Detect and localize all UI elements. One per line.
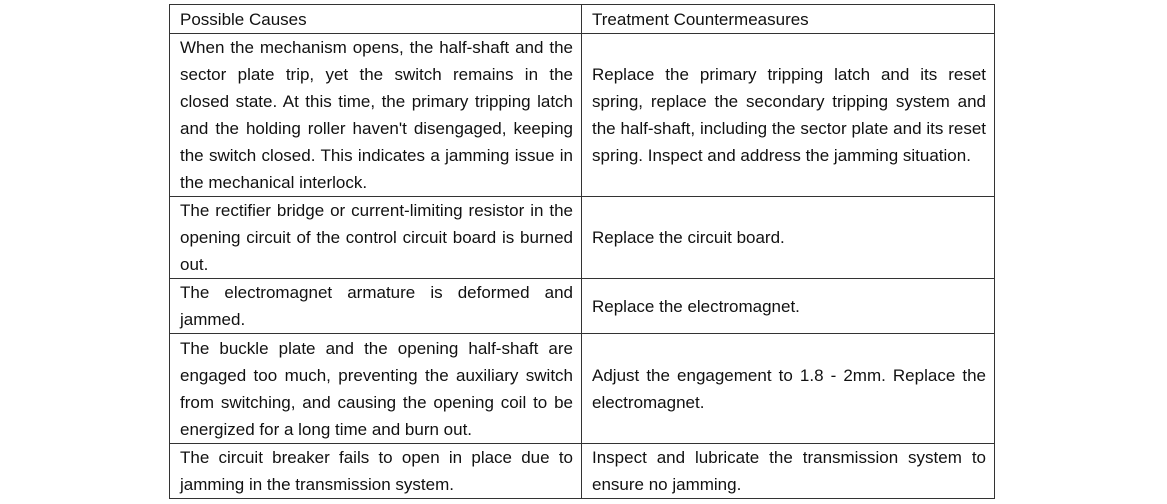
cause-cell: When the mechanism opens, the half-shaft and the sector plate trip, yet the switch remains in the closed state. At this time, the primary tripping latch and the holding roller haven't disengaged, keeping the switch closed. This indicates a jamming issue in the mechanical interlock. [170,34,582,197]
treatment-cell: Adjust the engagement to 1.8 - 2mm. Replace the electromagnet. [582,334,995,444]
treatment-cell: Replace the primary tripping latch and its reset spring, replace the secondary tripping system and the half-shaft, including the sector plate and its reset spring. Inspect and address the jamming situation. [582,34,995,197]
cause-cell: The buckle plate and the opening half-shaft are engaged too much, preventing the auxiliary switch from switching, and causing the opening coil to be energized for a long time and burn out. [170,334,582,444]
header-possible-causes: Possible Causes [170,5,582,34]
table-row [170,197,995,279]
table-row [170,334,995,444]
treatment-cell: Inspect and lubricate the transmission system to ensure no jamming. [582,444,995,499]
cause-cell: The electromagnet armature is deformed and jammed. [170,279,582,334]
table-row [170,34,995,197]
table-row [170,279,995,334]
fault-treatment-table [169,4,995,499]
treatment-cell: Replace the circuit board. [582,197,995,279]
header-treatment-countermeasures: Treatment Countermeasures [582,5,995,34]
table-row [170,444,995,499]
table-header-row [170,5,995,34]
treatment-cell: Replace the electromagnet. [582,279,995,334]
cause-cell: The rectifier bridge or current-limiting resistor in the opening circuit of the control circuit board is burned out. [170,197,582,279]
cause-cell: The circuit breaker fails to open in place due to jamming in the transmission system. [170,444,582,499]
